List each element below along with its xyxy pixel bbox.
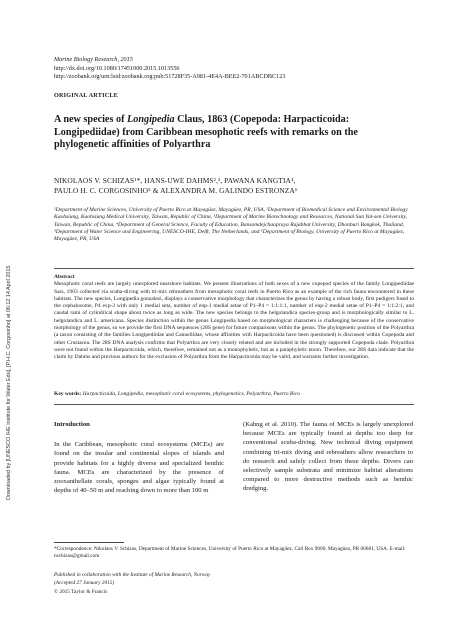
title-part1: A new species of	[54, 114, 128, 125]
authors-line-2: PAULO H. C. CORGOSINHO⁵ & ALEXANDRA M. GALINDO ESTRONZA⁶	[54, 186, 298, 196]
body-column-right	[243, 420, 413, 494]
copyright-notice: © 2015 Taylor & Francis	[54, 588, 108, 595]
publication-info	[54, 571, 414, 596]
accepted-date: (Accepted 27 January 2015)	[54, 580, 115, 587]
correspondence-footnote	[54, 542, 414, 560]
zoobank-link[interactable]: http://zoobank.org/urn:lsid:zoobank.org:pub:51728F35-A981-4E4A-BEE2-701ABCDBC123	[54, 73, 286, 81]
download-watermark: Downloaded by [UNESCO IHE Institute for Water Edu], [P.H.C. Corgosinho] at 06:12 14 April 2015	[6, 265, 12, 500]
article-title	[54, 114, 414, 152]
author-list	[54, 176, 414, 197]
introduction-heading: Introduction	[54, 421, 90, 428]
title-genus: Longipedia	[127, 114, 175, 125]
introduction-text-right: (Kahng et al. 2010). The fauna of MCEs is largely unexplored because MCEs are typically found at depths too deep for conventional scuba-diving. New technical diving equipment combining tri-mix diving and rebreathers allow researchers to do research and safely collect from these depths. Divers can selectively sample substrata and minimize habitat alterations compared to more destructive methods such as benthic dredging.	[243, 421, 413, 493]
section-divider	[54, 404, 414, 405]
abstract-heading: Abstract	[54, 274, 75, 280]
abstract-text: Mesophotic coral reefs are largely unexplored nearshore habitats. We present illustrations of both sexes of a new copepod species of the family Longipediidae Sars, 1903 collected via scuba-diving with tri-mix rebreathers from mesophotic coral reefs in Puerto Rico as an example of the rich fauna encountered in these habitats. The new species, Longipedia gonzalezi, displays a conservative morphology that characterizes the genus by having a robust body, first pedigers fused to the cephalosome, P4 exp-2 with only 1 medial seta, number of enp-1 medial setae of P1–P4 = 1:1:1:1, number of enp-2 medial setae of P1–P4 = 1:1:2:1, and caudal rami of cylindrical shape about twice as long as wide. The new species belongs to the helgolandica species-group and is morphologically similar to L. helgolandica and L. americana. Species distinction within the genus Longipedia based on morphological characters is challenging because of the conservative morphology of the genus, so we provide the first DNA sequences (28S gene) for future comparisons within the genus. The phylogenetic position of the Polyarthra (a taxon consisting of the families Longipediidae and Canuellidae, whose affinities with Harpacticoida have been questioned) is discussed within Copepoda and other Crustacea. The 28S DNA analysis confirms that Polyarthra are very closely related and are included in the strongly supported Copepoda clade. Polyarthra were not found within the Harpacticoida, which, therefore, remained not as a monophyletic, but as a paraphyletic taxon. Therefore, our 28S data indicate that the claim by Dahms and previous authors for the exclusion of Polyarthra from the Harpacticoida may be valid, and warrants further investigation.	[54, 281, 414, 361]
correspondence-text: *Correspondence: Nikolaos V. Schizas, Department of Marine Sciences, University of Puerto Rico at Mayagüez, Call Box 9000, Mayagüez, PR 00681, USA. E-mail: nschizas@gmail.com	[54, 546, 406, 559]
authors-line-1: NIKOLAOS V. SCHIZAS¹*, HANS-UWE DAHMS²,³, PAWANA KANGTIA⁴,	[54, 176, 296, 185]
body-column-left	[54, 420, 224, 495]
keywords-block	[54, 391, 414, 398]
doi-link[interactable]: http://dx.doi.org/10.1080/17451000.2015.1013556	[54, 64, 180, 72]
keywords-heading: Key words:	[54, 391, 82, 397]
footnote-separator	[54, 542, 124, 543]
keywords-value: Harpacticoida, Longipedia, mesophotic coral ecosystems, phylogenetics, Polyarthra, Puerto Rico	[82, 391, 301, 397]
abstract-block	[54, 274, 414, 362]
article-type: ORIGINAL ARTICLE	[54, 92, 119, 99]
journal-header	[54, 56, 414, 82]
title-part2: Claus, 1863 (Copepoda: Harpacticoida: Longipediidae) from Caribbean mesophotic reefs with remarks on the phylogenetic affinities of Polyarthra	[54, 114, 358, 151]
publisher-note: Published in collaboration with the Institute of Marine Research, Norway	[54, 572, 211, 578]
affiliations: ¹Department of Marine Sciences, University of Puerto Rico at Mayagüez, Mayagüez, PR, USA, ²Department of Biomedical Science and Environmental Biology Kaohsiung, Kaohsiung Medical University, Taiwan, Republic of China, ³Department of Marine Biotechnology and Resources, National Sun Yat-sen University, Taiwan, Republic of China, ⁴Department of General Science, Faculty of Education, Bansomdejchaopraya Rajabhat University, Dhonburi Bangkok, Thailand, ⁵Department of Water Science and Engineering, UNESCO-IHE, Delft, The Netherlands, and ⁶Department of Biology, University of Puerto Rico at Mayagüez, Mayagüez, PR, USA	[54, 207, 408, 243]
section-divider	[54, 268, 414, 269]
journal-citation: Marine Biology Research, 2015	[54, 56, 133, 63]
introduction-text-left: In the Caribbean, mesophotic coral ecosystems (MCEs) are found on the insular and continental slopes of islands and provide habitats for a highly diverse and specialized benthic fauna. MCEs are characterized by the presence of zooxanthellate corals, sponges and algae typically found at depths of 40–50 m and reaching down to more than 100 m	[54, 441, 224, 495]
